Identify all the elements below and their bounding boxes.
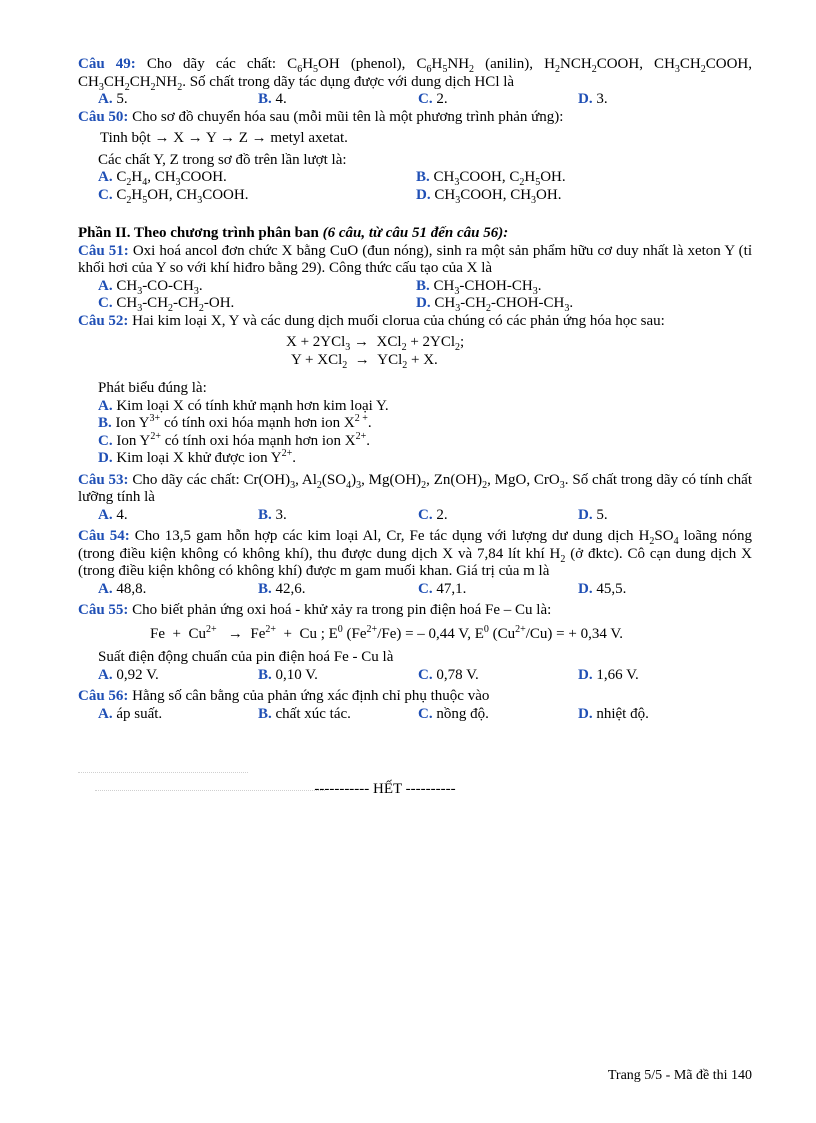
question-50-text: Cho sơ đồ chuyển hóa sau (mỗi mũi tên là một phương trình phản ứng): xyxy=(128,108,564,125)
question-55-text: Cho biết phản ứng oxi hoá - khử xảy ra trong pin điện hoá Fe – Cu là: xyxy=(128,602,552,618)
option-text: $CH_3COOH$, $C_2H_5OH$. xyxy=(429,169,566,188)
option-text: $C_2H_4$, $CH_3COOH$. xyxy=(112,169,227,188)
option-b[interactable] xyxy=(258,507,418,525)
question-52-text: Hai kim loại X, Y và các dung dịch muối clorua của chúng có các phản ứng hóa học sau: xyxy=(128,312,665,329)
question-50-stem xyxy=(78,109,752,127)
section-subtitle: (6 câu, từ câu 51 đến câu 56): xyxy=(322,225,509,241)
option-d[interactable] xyxy=(416,295,734,313)
option-b[interactable] xyxy=(258,667,418,685)
option-d[interactable] xyxy=(578,91,608,109)
question-50-ask: Các chất Y, Z trong sơ đồ trên lần lượt là: xyxy=(98,151,347,168)
option-c[interactable] xyxy=(418,507,578,525)
option-text: 47,1. xyxy=(432,580,467,597)
question-label: Câu 49: xyxy=(78,56,136,72)
option-letter: B. xyxy=(416,169,430,185)
option-text: 2. xyxy=(432,506,448,523)
option-letter: B. xyxy=(258,91,272,107)
question-52-ask: Phát biểu đúng là: xyxy=(98,380,207,396)
divider xyxy=(78,772,248,773)
options-row xyxy=(78,507,752,525)
option-text: $CH_3-CHOH-CH_3$. xyxy=(429,277,542,297)
option-letter: D. xyxy=(416,295,431,311)
question-49 xyxy=(78,56,752,109)
options-row xyxy=(78,187,752,205)
question-50 xyxy=(78,109,752,205)
option-text: 5. xyxy=(592,506,608,523)
option-letter: D. xyxy=(578,506,593,523)
cell-equation: $Fe + Cu^{2+} \to Fe^{2+} + Cu$ ; $E^0$ $(Fe^{2+}/Fe)$ = – 0,44 V, $E^0$ $(Cu^{2+}/Cu)$ = + 0,34 V. xyxy=(150,623,623,642)
question-label: Câu 53: xyxy=(78,471,129,488)
option-c[interactable] xyxy=(78,430,752,451)
section-title: Phần II. Theo chương trình phân ban xyxy=(78,225,323,241)
question-51 xyxy=(78,243,752,313)
option-letter: C. xyxy=(98,432,113,449)
option-letter: D. xyxy=(98,450,113,466)
option-letter: B. xyxy=(258,705,272,722)
question-53-text: Cho dãy các chất: $Cr(OH)_3$, $Al_2(SO_4)_3$, $Mg(OH)_2$, $Zn(OH)_2$, MgO, CrO$_3$. Số chất trong dãy có tính chất lưỡng tính là xyxy=(78,471,752,505)
question-56 xyxy=(78,688,752,723)
option-letter: A. xyxy=(98,666,113,683)
option-text: 0,78 V. xyxy=(432,666,479,683)
question-54-stem xyxy=(78,528,752,581)
option-b[interactable] xyxy=(416,169,734,187)
option-letter: C. xyxy=(418,506,433,523)
option-c[interactable] xyxy=(418,91,578,109)
question-label: Câu 56: xyxy=(78,688,129,704)
end-marker: ----------- HẾT ---------- xyxy=(314,781,456,797)
option-text: 5. xyxy=(112,91,128,107)
option-text: 4. xyxy=(112,506,128,523)
option-letter: D. xyxy=(578,705,593,722)
option-text: 3. xyxy=(592,91,608,107)
option-letter: B. xyxy=(258,666,272,683)
option-d[interactable] xyxy=(78,450,752,468)
question-51-stem xyxy=(78,243,752,278)
question-56-stem xyxy=(78,688,752,706)
equation-1: X + 2YCl$_3$ → XCl$_2$ + 2YCl$_2$; xyxy=(286,334,465,353)
option-b[interactable] xyxy=(258,706,418,724)
question-label: Câu 52: xyxy=(78,312,129,329)
option-letter: D. xyxy=(578,91,593,107)
exam-page xyxy=(78,56,752,723)
option-letter: A. xyxy=(98,705,113,722)
question-53-stem xyxy=(78,472,752,507)
option-c[interactable] xyxy=(98,295,416,313)
option-d[interactable] xyxy=(578,581,626,599)
option-a[interactable] xyxy=(98,581,258,599)
option-a[interactable] xyxy=(98,706,258,724)
option-text: $CH_3COOH$, $CH_3OH$. xyxy=(430,186,562,206)
option-text: 2. xyxy=(432,91,448,107)
option-text: 48,8. xyxy=(112,580,147,597)
option-letter: A. xyxy=(98,506,113,523)
question-54-text: Cho 13,5 gam hỗn hợp các kim loại Al, Cr, Fe tác dụng với lượng dư dung dịch $H_2SO_4$ loãng nóng (trong điều kiện không có không khí), thu được dung dịch X và 7,84 lít khí $H_2$ (ở đktc). Cô cạn dung dịch X (trong điều kiện không có không khí) được m gam muối khan. Giá trị của m là xyxy=(78,528,753,579)
option-a[interactable] xyxy=(78,398,752,416)
question-54 xyxy=(78,528,752,598)
option-letter: C. xyxy=(418,580,433,597)
question-49-text: Cho dãy các chất: $C_6H_5OH$ (phenol), $C_6H_5NH_2$ (anilin), $H_2NCH_2COOH$, $CH_3CH_2COOH$, $CH_3CH_2CH_2NH_2$. Số chất trong dãy tác dụng được với dung dịch HCl là xyxy=(78,56,753,93)
option-text: 0,92 V. xyxy=(112,666,159,683)
option-text: $CH_3-CH_2-CHOH-CH_3$. xyxy=(430,295,574,314)
option-text: nồng độ. xyxy=(432,705,489,722)
option-letter: B. xyxy=(258,580,272,597)
option-letter: D. xyxy=(416,186,431,203)
option-c[interactable] xyxy=(98,187,416,205)
options-row xyxy=(78,667,752,685)
option-d[interactable] xyxy=(578,706,649,724)
option-c[interactable] xyxy=(418,581,578,599)
equation-2: Y + XCl$_2$ → YCl$_2$ + X. xyxy=(291,351,438,371)
question-49-stem xyxy=(78,56,752,91)
options-row xyxy=(78,581,752,599)
option-text: Kim loại X khử được ion $Y^{2+}$. xyxy=(112,448,297,466)
option-text: 4. xyxy=(271,91,287,107)
option-text: 1,66 V. xyxy=(592,666,639,683)
option-a[interactable] xyxy=(98,91,258,109)
question-55-ask: Suất điện động chuẩn của pin điện hoá Fe - Cu là xyxy=(98,649,394,665)
option-text: áp suất. xyxy=(112,705,163,722)
option-text: $C_2H_5OH$, $CH_3COOH$. xyxy=(112,186,249,206)
option-d[interactable] xyxy=(416,187,734,205)
option-c[interactable] xyxy=(418,667,578,685)
options-row xyxy=(78,706,752,724)
option-text: 3. xyxy=(271,506,287,523)
reaction-scheme: Tinh bột → X → Y → Z → metyl axetat. xyxy=(100,130,348,146)
option-a[interactable] xyxy=(98,667,258,685)
question-label: Câu 51: xyxy=(78,242,129,259)
option-a[interactable] xyxy=(98,169,416,187)
options-row xyxy=(78,278,752,296)
option-letter: B. xyxy=(98,415,112,431)
option-text: nhiệt độ. xyxy=(592,705,649,722)
option-text: $CH_3-CO-CH_3$. xyxy=(112,277,203,297)
options-row xyxy=(78,169,752,187)
question-53 xyxy=(78,472,752,525)
option-d[interactable] xyxy=(578,667,639,685)
option-letter: B. xyxy=(416,277,430,294)
section-heading xyxy=(78,225,752,243)
option-letter: A. xyxy=(98,397,113,414)
option-letter: A. xyxy=(98,277,113,294)
question-55 xyxy=(78,602,752,684)
option-letter: C. xyxy=(418,666,433,683)
option-a[interactable] xyxy=(98,507,258,525)
option-letter: A. xyxy=(98,91,113,107)
options-row xyxy=(78,295,752,313)
option-b[interactable] xyxy=(416,278,734,296)
option-a[interactable] xyxy=(98,278,416,296)
option-letter: C. xyxy=(98,186,113,203)
question-51-text: Oxi hoá ancol đơn chức X bằng CuO (đun nóng), sinh ra một sản phẩm hữu cơ duy nhất là xeton Y (tỉ khối hơi của Y so với khí hiđro bằng 29). Công thức cấu tạo của X là xyxy=(78,242,752,276)
question-label: Câu 55: xyxy=(78,602,129,618)
option-b[interactable] xyxy=(258,91,418,109)
option-letter: C. xyxy=(418,705,433,722)
option-letter: A. xyxy=(98,169,113,185)
option-b[interactable] xyxy=(258,581,418,599)
option-letter: A. xyxy=(98,580,113,597)
option-b[interactable] xyxy=(78,415,752,433)
option-text: Ion $Y^{2+}$ có tính oxi hóa mạnh hơn ion $X^{2+}$. xyxy=(112,430,370,449)
option-c[interactable] xyxy=(418,706,578,724)
question-56-text: Hằng số cân bằng của phản ứng xác định chỉ phụ thuộc vào xyxy=(128,688,490,704)
option-letter: C. xyxy=(98,295,113,311)
options-row xyxy=(78,91,752,109)
option-letter: D. xyxy=(578,666,593,683)
option-text: Ion $Y^{3+}$ có tính oxi hóa mạnh hơn ion $X^{2 +}$. xyxy=(111,413,372,431)
option-letter: C. xyxy=(418,91,433,107)
question-52 xyxy=(78,313,752,468)
option-text: 0,10 V. xyxy=(271,666,318,683)
option-text: chất xúc tác. xyxy=(271,705,351,722)
question-52-stem xyxy=(78,313,752,331)
option-text: 42,6. xyxy=(271,580,306,597)
question-label: Câu 54: xyxy=(78,528,130,544)
option-text: Kim loại X có tính khử mạnh hơn kim loại Y. xyxy=(112,397,389,414)
equation-block xyxy=(78,334,752,369)
question-label: Câu 50: xyxy=(78,108,129,125)
option-text: 45,5. xyxy=(592,580,627,597)
option-letter: D. xyxy=(578,580,593,597)
question-55-stem xyxy=(78,602,752,620)
option-letter: B. xyxy=(258,506,272,523)
page-footer: Trang 5/5 - Mã đề thi 140 xyxy=(607,1068,752,1083)
option-text: $CH_3-CH_2-CH_2-OH$. xyxy=(112,295,235,314)
option-d[interactable] xyxy=(578,507,608,525)
